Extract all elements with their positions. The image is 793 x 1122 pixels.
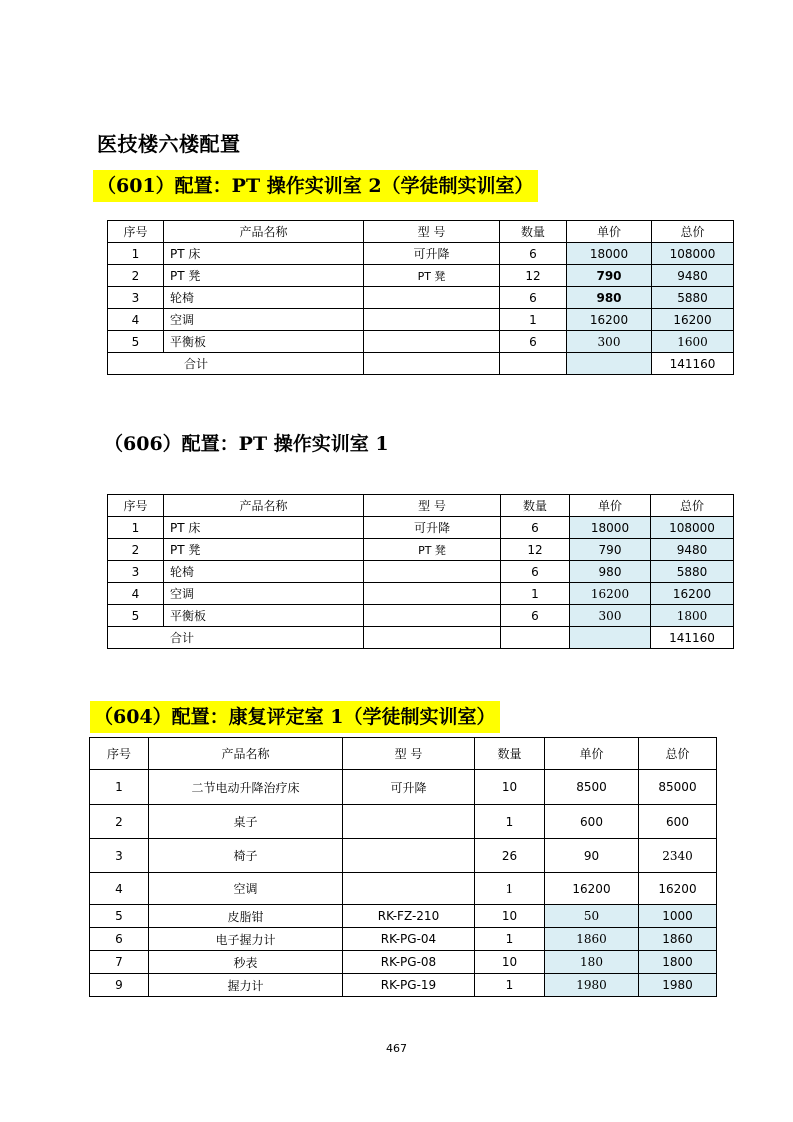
equipment-table-606 <box>107 494 734 649</box>
cell-model: RK-PG-08 <box>343 951 475 974</box>
cell-unit-price: 90 <box>545 839 639 873</box>
cell-unit-price: 980 <box>570 561 651 583</box>
table-row <box>90 873 717 905</box>
cell-unit-price: 16200 <box>567 309 652 331</box>
table-row <box>108 539 734 561</box>
cell-total-price: 108000 <box>652 243 734 265</box>
table-row <box>108 309 734 331</box>
cell-product-name: 握力计 <box>149 974 343 997</box>
cell-quantity: 1 <box>501 583 570 605</box>
cell-quantity: 6 <box>501 561 570 583</box>
cell-quantity: 10 <box>475 951 545 974</box>
cell-product-name: 秒表 <box>149 951 343 974</box>
cell-unit-price: 1860 <box>545 928 639 951</box>
cell-total-price: 16200 <box>639 873 717 905</box>
cell-product-name: 轮椅 <box>164 287 364 309</box>
cell-index: 1 <box>90 770 149 805</box>
page-title: 医技楼六楼配置 <box>97 132 241 156</box>
cell-product-name: 空调 <box>149 873 343 905</box>
cell-product-name: 轮椅 <box>164 561 364 583</box>
cell-product-name: 平衡板 <box>164 331 364 353</box>
cell-total-price: 108000 <box>651 517 734 539</box>
header-unit-price: 单价 <box>545 738 639 770</box>
table-row <box>90 974 717 997</box>
header-model: 型 号 <box>364 221 500 243</box>
cell-product-name: 桌子 <box>149 805 343 839</box>
cell-index: 5 <box>90 905 149 928</box>
cell-total-price: 9480 <box>652 265 734 287</box>
section-heading-606: （606）配置：PT 操作实训室 1 <box>104 433 389 455</box>
cell-total-price: 16200 <box>652 309 734 331</box>
cell-model: PT 凳 <box>364 539 501 561</box>
cell-model <box>343 805 475 839</box>
section-heading-601: （601）配置：PT 操作实训室 2（学徒制实训室） <box>93 170 538 202</box>
total-empty-cell <box>500 353 567 375</box>
cell-total-price: 1860 <box>639 928 717 951</box>
header-product-name: 产品名称 <box>164 221 364 243</box>
header-product-name: 产品名称 <box>164 495 364 517</box>
table-row <box>108 605 734 627</box>
header-index: 序号 <box>90 738 149 770</box>
cell-product-name: 空调 <box>164 583 364 605</box>
section-heading-604: （604）配置：康复评定室 1（学徒制实训室） <box>90 701 500 733</box>
cell-total-price: 1800 <box>639 951 717 974</box>
cell-model: 可升降 <box>343 770 475 805</box>
cell-quantity: 1 <box>500 309 567 331</box>
cell-quantity: 6 <box>500 243 567 265</box>
cell-index: 2 <box>108 539 164 561</box>
header-total-price: 总价 <box>652 221 734 243</box>
header-total-price: 总价 <box>651 495 734 517</box>
cell-model <box>364 309 500 331</box>
cell-product-name: 皮脂钳 <box>149 905 343 928</box>
cell-unit-price: 16200 <box>545 873 639 905</box>
cell-index: 5 <box>108 331 164 353</box>
cell-index: 3 <box>108 287 164 309</box>
cell-total-price: 600 <box>639 805 717 839</box>
header-quantity: 数量 <box>501 495 570 517</box>
cell-product-name: 二节电动升降治疗床 <box>149 770 343 805</box>
cell-total-price: 1000 <box>639 905 717 928</box>
cell-unit-price: 300 <box>570 605 651 627</box>
total-value: 141160 <box>651 627 734 649</box>
table-row <box>90 951 717 974</box>
header-index: 序号 <box>108 221 164 243</box>
cell-unit-price: 18000 <box>567 243 652 265</box>
header-model: 型 号 <box>364 495 501 517</box>
header-product-name: 产品名称 <box>149 738 343 770</box>
total-label: 合计 <box>108 353 364 375</box>
cell-total-price: 5880 <box>652 287 734 309</box>
header-quantity: 数量 <box>500 221 567 243</box>
table-row <box>108 561 734 583</box>
cell-unit-price: 790 <box>567 265 652 287</box>
cell-total-price: 1800 <box>651 605 734 627</box>
table-row <box>108 583 734 605</box>
cell-model <box>343 839 475 873</box>
table-header-row <box>90 738 717 770</box>
cell-unit-price: 50 <box>545 905 639 928</box>
page-number: 467 <box>386 1042 407 1055</box>
total-row <box>108 353 734 375</box>
cell-quantity: 12 <box>501 539 570 561</box>
cell-total-price: 5880 <box>651 561 734 583</box>
cell-product-name: PT 凳 <box>164 265 364 287</box>
cell-product-name: 空调 <box>164 309 364 331</box>
cell-model: RK-PG-04 <box>343 928 475 951</box>
table-row <box>90 805 717 839</box>
table-row <box>90 839 717 873</box>
cell-quantity: 10 <box>475 770 545 805</box>
cell-model: 可升降 <box>364 517 501 539</box>
cell-unit-price: 790 <box>570 539 651 561</box>
cell-total-price: 16200 <box>651 583 734 605</box>
header-index: 序号 <box>108 495 164 517</box>
cell-model: 可升降 <box>364 243 500 265</box>
cell-quantity: 6 <box>500 287 567 309</box>
cell-quantity: 1 <box>475 974 545 997</box>
cell-index: 6 <box>90 928 149 951</box>
cell-index: 4 <box>108 583 164 605</box>
cell-index: 7 <box>90 951 149 974</box>
cell-unit-price: 16200 <box>570 583 651 605</box>
cell-unit-price: 600 <box>545 805 639 839</box>
cell-total-price: 9480 <box>651 539 734 561</box>
cell-unit-price: 8500 <box>545 770 639 805</box>
cell-model <box>364 605 501 627</box>
total-label: 合计 <box>108 627 364 649</box>
cell-index: 1 <box>108 243 164 265</box>
cell-model: PT 凳 <box>364 265 500 287</box>
cell-index: 1 <box>108 517 164 539</box>
table-row <box>90 928 717 951</box>
cell-quantity: 1 <box>475 805 545 839</box>
cell-index: 3 <box>108 561 164 583</box>
cell-quantity: 12 <box>500 265 567 287</box>
cell-model: RK-FZ-210 <box>343 905 475 928</box>
total-empty-cell <box>570 627 651 649</box>
header-unit-price: 单价 <box>567 221 652 243</box>
equipment-table-601 <box>107 220 734 375</box>
header-unit-price: 单价 <box>570 495 651 517</box>
cell-quantity: 6 <box>500 331 567 353</box>
total-empty-cell <box>364 627 501 649</box>
cell-index: 9 <box>90 974 149 997</box>
total-row <box>108 627 734 649</box>
table-row <box>90 770 717 805</box>
cell-unit-price: 180 <box>545 951 639 974</box>
cell-quantity: 6 <box>501 517 570 539</box>
cell-index: 4 <box>90 873 149 905</box>
cell-product-name: PT 凳 <box>164 539 364 561</box>
cell-unit-price: 300 <box>567 331 652 353</box>
cell-quantity: 10 <box>475 905 545 928</box>
cell-model <box>364 287 500 309</box>
cell-index: 2 <box>90 805 149 839</box>
cell-index: 2 <box>108 265 164 287</box>
cell-product-name: 平衡板 <box>164 605 364 627</box>
total-value: 141160 <box>652 353 734 375</box>
cell-quantity: 1 <box>475 873 545 905</box>
cell-model <box>343 873 475 905</box>
table-row <box>90 905 717 928</box>
cell-unit-price: 980 <box>567 287 652 309</box>
cell-total-price: 1600 <box>652 331 734 353</box>
cell-index: 4 <box>108 309 164 331</box>
cell-quantity: 1 <box>475 928 545 951</box>
cell-model <box>364 561 501 583</box>
total-empty-cell <box>567 353 652 375</box>
cell-index: 3 <box>90 839 149 873</box>
cell-index: 5 <box>108 605 164 627</box>
table-row <box>108 331 734 353</box>
cell-quantity: 26 <box>475 839 545 873</box>
cell-product-name: PT 床 <box>164 517 364 539</box>
cell-model <box>364 331 500 353</box>
table-row <box>108 517 734 539</box>
cell-total-price: 85000 <box>639 770 717 805</box>
table-row <box>108 265 734 287</box>
cell-product-name: 椅子 <box>149 839 343 873</box>
cell-unit-price: 18000 <box>570 517 651 539</box>
total-empty-cell <box>501 627 570 649</box>
cell-total-price: 2340 <box>639 839 717 873</box>
table-row <box>108 287 734 309</box>
cell-product-name: PT 床 <box>164 243 364 265</box>
header-model: 型 号 <box>343 738 475 770</box>
cell-product-name: 电子握力计 <box>149 928 343 951</box>
cell-unit-price: 1980 <box>545 974 639 997</box>
equipment-table-604 <box>89 737 717 997</box>
cell-model <box>364 583 501 605</box>
table-row <box>108 243 734 265</box>
total-empty-cell <box>364 353 500 375</box>
table-header-row <box>108 495 734 517</box>
cell-model: RK-PG-19 <box>343 974 475 997</box>
cell-total-price: 1980 <box>639 974 717 997</box>
cell-quantity: 6 <box>501 605 570 627</box>
header-quantity: 数量 <box>475 738 545 770</box>
table-header-row <box>108 221 734 243</box>
header-total-price: 总价 <box>639 738 717 770</box>
